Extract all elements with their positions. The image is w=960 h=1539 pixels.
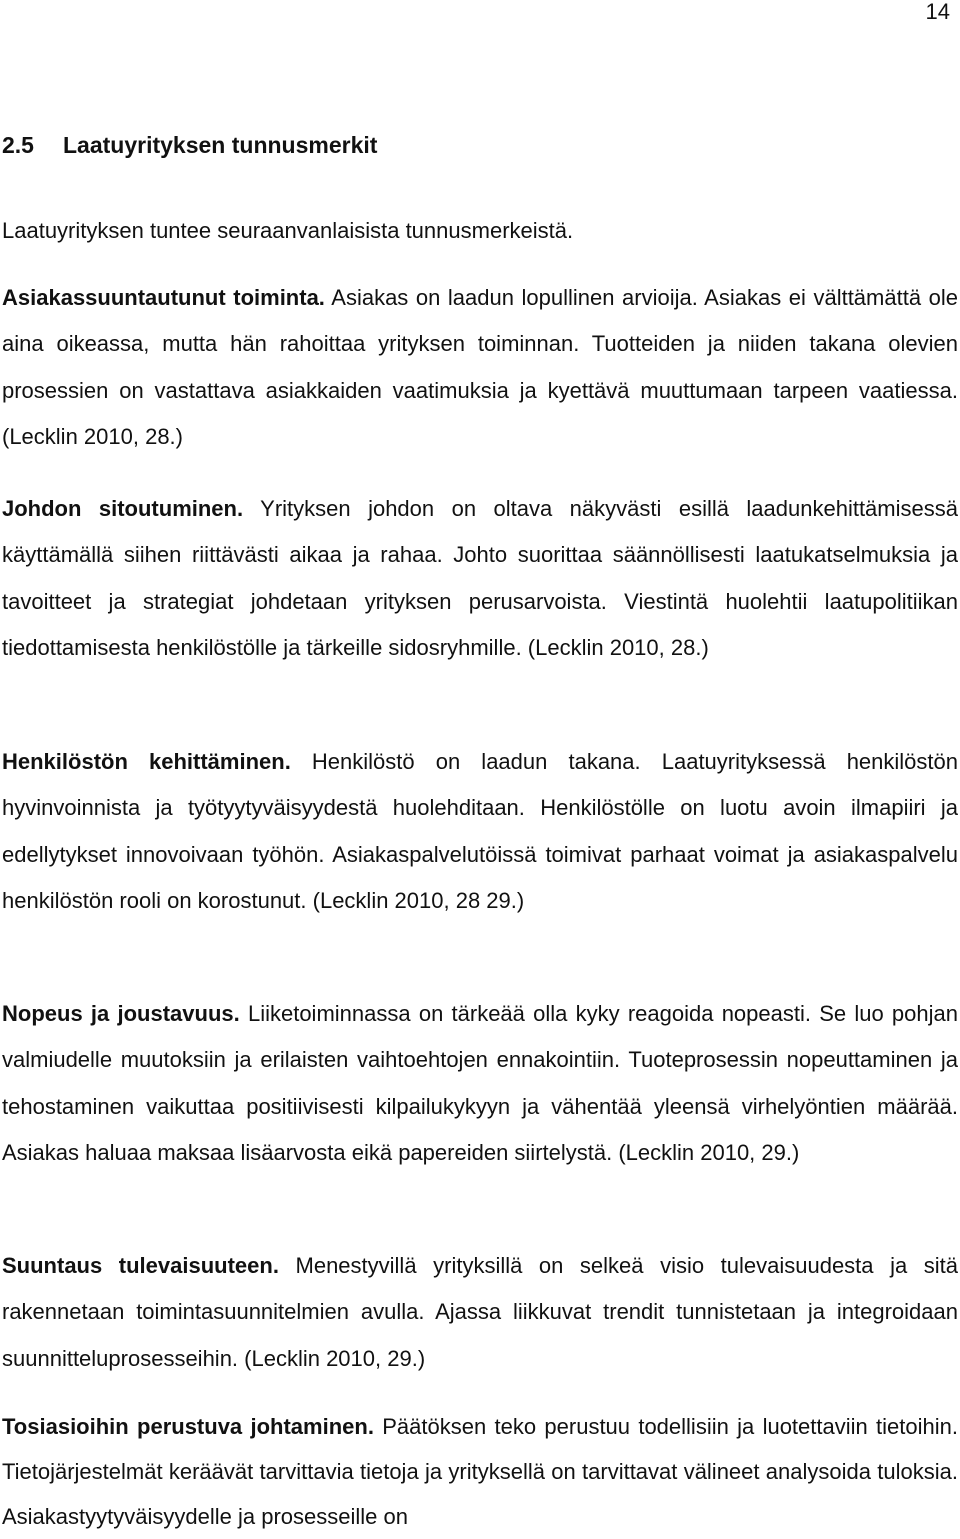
- paragraph-title: Henkilöstön kehittäminen.: [2, 749, 291, 774]
- paragraph-suuntaus-tulevaisuuteen: [2, 1243, 958, 1382]
- paragraph-henkiloston-kehittaminen: [2, 739, 958, 924]
- paragraph-text: Liiketoiminnassa on tärkeää olla kyky reagoida nopeasti. Se luo pohjan valmiudelle muutoksiin ja erilaisten vaihtoehtojen ennakointiin. Tuoteprosessin nopeuttaminen ja tehostaminen vaikuttaa positiivisesti kilpailukykyyn ja vähentää yleensä virhelyöntien määrää. Asiakas haluaa maksaa lisäarvosta eikä papereiden siirtelystä. (Lecklin 2010, 29.): [2, 1001, 958, 1165]
- paragraph-tosiasioihin-perustuva-johtaminen: [2, 1404, 958, 1539]
- page-number: 14: [925, 0, 950, 24]
- paragraph-title: Johdon sitoutuminen.: [2, 496, 244, 521]
- paragraph-nopeus-ja-joustavuus: [2, 991, 958, 1176]
- paragraph-title: Tosiasioihin perustuva johtaminen.: [2, 1414, 374, 1439]
- paragraph-text: Yrityksen johdon on oltava näkyvästi esillä laadunkehittämisessä käyttämällä siihen riittävästi aikaa ja rahaa. Johto suorittaa säännöllisesti laatukatselmuksia ja tavoitteet ja strategiat johdetaan yrityksen perusarvoista. Viestintä huolehtii laatupolitiikan tiedottamisesta henkilöstölle ja tärkeille sidosryhmille. (Lecklin 2010, 28.): [2, 496, 958, 660]
- section-title: Laatuyrityksen tunnusmerkit: [63, 132, 378, 158]
- paragraph-text: Päätöksen teko perustuu todellisiin ja luotettaviin tietoihin. Tietojärjestelmät keräävät tarvittavia tietoja ja yrityksellä on tarvittavat välineet analysoida tuloksia. Asiakastyytyväisyydelle ja prosesseille on: [2, 1414, 958, 1529]
- paragraph-johdon-sitoutuminen: [2, 486, 958, 671]
- paragraph-text: Menestyvillä yrityksillä on selkeä visio tulevaisuudesta ja sitä rakennetaan toimintasuunnitelmien avulla. Ajassa liikkuvat trendit tunnistetaan ja integroidaan suunnitteluprosesseihin. (Lecklin 2010, 29.): [2, 1253, 959, 1371]
- paragraph-text: Henkilöstö on laadun takana. Laatuyrityksessä henkilöstön hyvinvoinnista ja työtyytyväisyydestä huolehditaan. Henkilöstölle on luotu avoin ilmapiiri ja edellytykset innovoivaan työhön. Asiakaspalvelutöissä toimivat parhaat voimat ja asiakaspalvelu henkilöstön rooli on korostunut. (Lecklin 2010, 28 29.): [2, 749, 958, 913]
- section-heading: [2, 132, 377, 159]
- paragraph-asiakassuuntautunut: [2, 275, 958, 460]
- paragraph-text: Asiakas on laadun lopullinen arvioija. Asiakas ei välttämättä ole aina oikeassa, mutta hän rahoittaa yrityksen toiminnan. Tuotteiden ja niiden takana olevien prosessien on vastattava asiakkaiden vaatimuksia ja kyettävä muuttumaan tarpeen vaatiessa. (Lecklin 2010, 28.): [2, 285, 958, 449]
- intro-text: Laatuyrityksen tuntee seuraanvanlaisista tunnusmerkeistä.: [2, 218, 574, 243]
- paragraph-title: Asiakassuuntautunut toiminta.: [2, 285, 325, 310]
- paragraph-title: Suuntaus tulevaisuuteen.: [2, 1253, 279, 1278]
- paragraph-title: Nopeus ja joustavuus.: [2, 1001, 240, 1026]
- section-number: 2.5: [2, 132, 34, 158]
